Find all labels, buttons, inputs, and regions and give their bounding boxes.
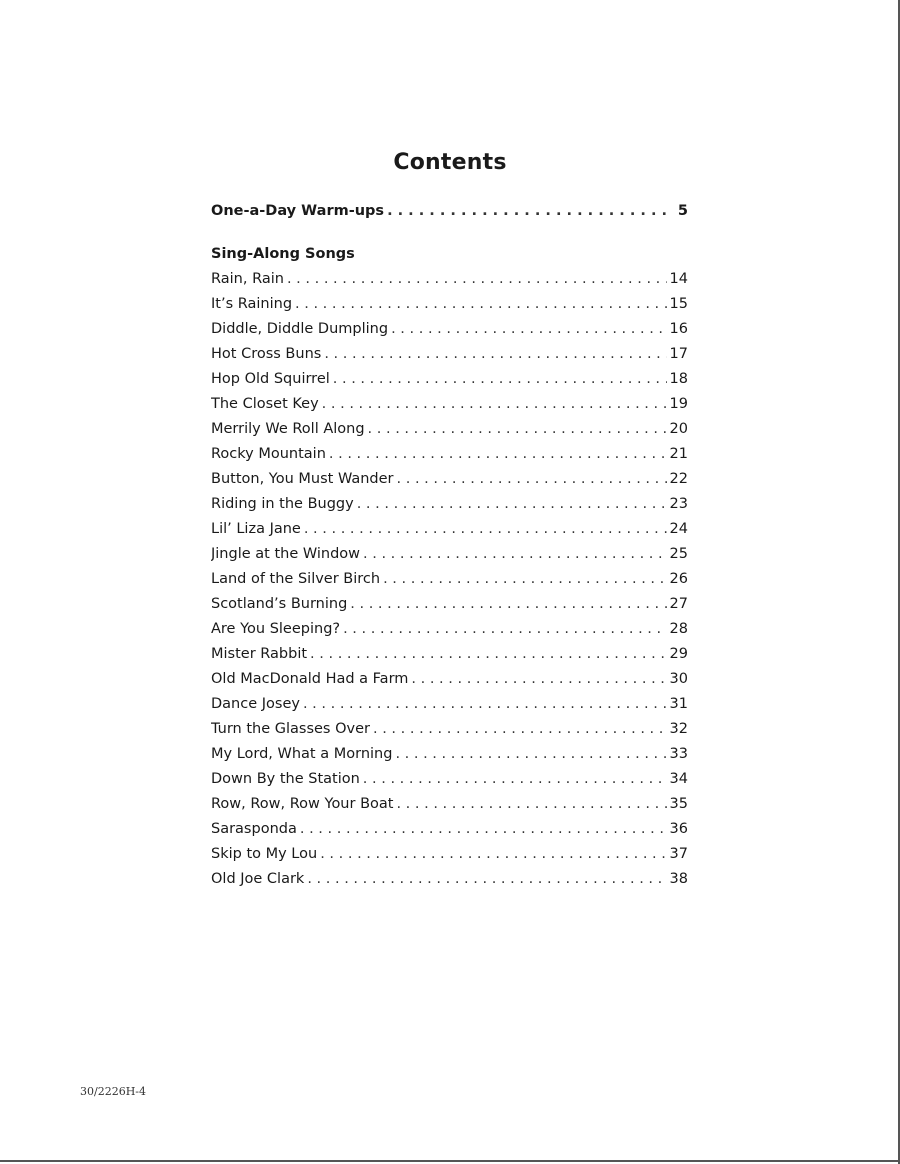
toc-entry-title: Mister Rabbit [211, 646, 308, 662]
toc-entry-page: 31 [669, 696, 688, 712]
toc-entry-title: Lil’ Liza Jane [211, 521, 301, 537]
toc-entry[interactable] [211, 417, 688, 442]
toc-entry-title: Sarasponda [211, 821, 297, 837]
toc-entry-title: The Closet Key [211, 396, 319, 412]
dot-leader [357, 492, 667, 517]
dot-leader [397, 467, 667, 492]
toc-entry-title: Land of the Silver Birch [211, 571, 381, 587]
toc-entry-page: 37 [669, 846, 688, 862]
dot-leader [391, 317, 666, 342]
dot-leader [350, 592, 666, 617]
toc-entry-title: Jingle at the Window [211, 546, 361, 562]
dot-leader [395, 742, 666, 767]
table-of-contents [211, 199, 688, 892]
toc-entry-page: 16 [669, 321, 688, 337]
song-list [211, 267, 688, 892]
toc-entry-title: Old MacDonald Had a Farm [211, 671, 409, 687]
dot-leader [300, 817, 667, 842]
dot-leader [310, 642, 667, 667]
toc-entry[interactable] [211, 367, 688, 392]
dot-leader [307, 867, 666, 892]
toc-entry-page: 32 [669, 721, 688, 737]
toc-entry-title: Button, You Must Wander [211, 471, 394, 487]
toc-entry-page: 23 [669, 496, 688, 512]
toc-entry[interactable] [211, 742, 688, 767]
dot-leader [303, 692, 667, 717]
toc-entry[interactable] [211, 592, 688, 617]
toc-entry[interactable] [211, 317, 688, 342]
toc-entry-page: 19 [669, 396, 688, 412]
toc-entry-page: 33 [669, 746, 688, 762]
dot-leader [329, 442, 667, 467]
toc-entry[interactable] [211, 767, 688, 792]
toc-entry[interactable] [211, 642, 688, 667]
toc-entry-title: Rain, Rain [211, 271, 284, 287]
toc-entry[interactable] [211, 792, 688, 817]
toc-entry-title: Rocky Mountain [211, 446, 326, 462]
toc-entry-page: 24 [669, 521, 688, 537]
toc-entry-title: Dance Josey [211, 696, 300, 712]
dot-leader [320, 842, 666, 867]
toc-entry[interactable] [211, 842, 688, 867]
toc-entry-page: 25 [669, 546, 688, 562]
toc-entry-title: Hot Cross Buns [211, 346, 322, 362]
toc-entry[interactable] [211, 867, 688, 892]
toc-entry-page: 5 [677, 203, 688, 219]
toc-entry-warmups[interactable] [211, 199, 688, 224]
toc-entry[interactable] [211, 442, 688, 467]
dot-leader [333, 367, 667, 392]
toc-entry[interactable] [211, 817, 688, 842]
toc-entry-title: Row, Row, Row Your Boat [211, 796, 394, 812]
dot-leader [287, 267, 667, 292]
toc-entry[interactable] [211, 667, 688, 692]
toc-entry-page: 35 [669, 796, 688, 812]
toc-entry-page: 36 [669, 821, 688, 837]
toc-entry[interactable] [211, 717, 688, 742]
toc-entry[interactable] [211, 267, 688, 292]
toc-entry-page: 18 [669, 371, 688, 387]
toc-entry-page: 22 [669, 471, 688, 487]
dot-leader [396, 792, 666, 817]
dot-leader [343, 617, 666, 642]
toc-entry[interactable] [211, 567, 688, 592]
catalog-code: 30/2226H-4 [80, 1085, 147, 1098]
dot-leader [387, 199, 667, 224]
dot-leader [373, 717, 667, 742]
toc-entry-page: 15 [669, 296, 688, 312]
toc-entry[interactable] [211, 542, 688, 567]
toc-entry-title: Diddle, Diddle Dumpling [211, 321, 389, 337]
toc-entry-page: 30 [669, 671, 688, 687]
toc-entry-page: 20 [669, 421, 688, 437]
section-heading: Sing-Along Songs [211, 246, 355, 262]
toc-entry-title: Turn the Glasses Over [211, 721, 370, 737]
page-border-bottom [0, 1160, 900, 1162]
toc-entry-title: Scotland’s Burning [211, 596, 348, 612]
toc-entry[interactable] [211, 467, 688, 492]
page-title: Contents [393, 150, 507, 175]
toc-entry-page: 17 [669, 346, 688, 362]
toc-entry-page: 28 [669, 621, 688, 637]
toc-entry[interactable] [211, 342, 688, 367]
toc-entry-title: Skip to My Lou [211, 846, 318, 862]
toc-entry-page: 27 [669, 596, 688, 612]
toc-entry-title: It’s Raining [211, 296, 293, 312]
toc-entry-page: 29 [669, 646, 688, 662]
toc-entry-title: My Lord, What a Morning [211, 746, 393, 762]
dot-leader [383, 567, 666, 592]
toc-entry-title: Are You Sleeping? [211, 621, 341, 637]
toc-entry-page: 26 [669, 571, 688, 587]
toc-entry-page: 21 [669, 446, 688, 462]
dot-leader [324, 342, 666, 367]
toc-entry-page: 38 [669, 871, 688, 887]
dot-leader [304, 517, 667, 542]
toc-entry-title: Hop Old Squirrel [211, 371, 330, 387]
dot-leader [322, 392, 667, 417]
toc-entry[interactable] [211, 292, 688, 317]
toc-entry[interactable] [211, 692, 688, 717]
toc-entry[interactable] [211, 492, 688, 517]
toc-entry-title: Riding in the Buggy [211, 496, 354, 512]
toc-entry-title: One-a-Day Warm-ups [211, 203, 385, 219]
toc-entry-title: Merrily We Roll Along [211, 421, 365, 437]
toc-entry[interactable] [211, 617, 688, 642]
dot-leader [295, 292, 667, 317]
dot-leader [411, 667, 666, 692]
toc-entry[interactable] [211, 392, 688, 417]
dot-leader [368, 417, 667, 442]
toc-entry[interactable] [211, 517, 688, 542]
toc-entry-page: 34 [669, 771, 688, 787]
toc-entry-title: Down By the Station [211, 771, 360, 787]
toc-entry-title: Old Joe Clark [211, 871, 305, 887]
dot-leader [363, 542, 667, 567]
dot-leader [363, 767, 667, 792]
toc-entry-page: 14 [669, 271, 688, 287]
